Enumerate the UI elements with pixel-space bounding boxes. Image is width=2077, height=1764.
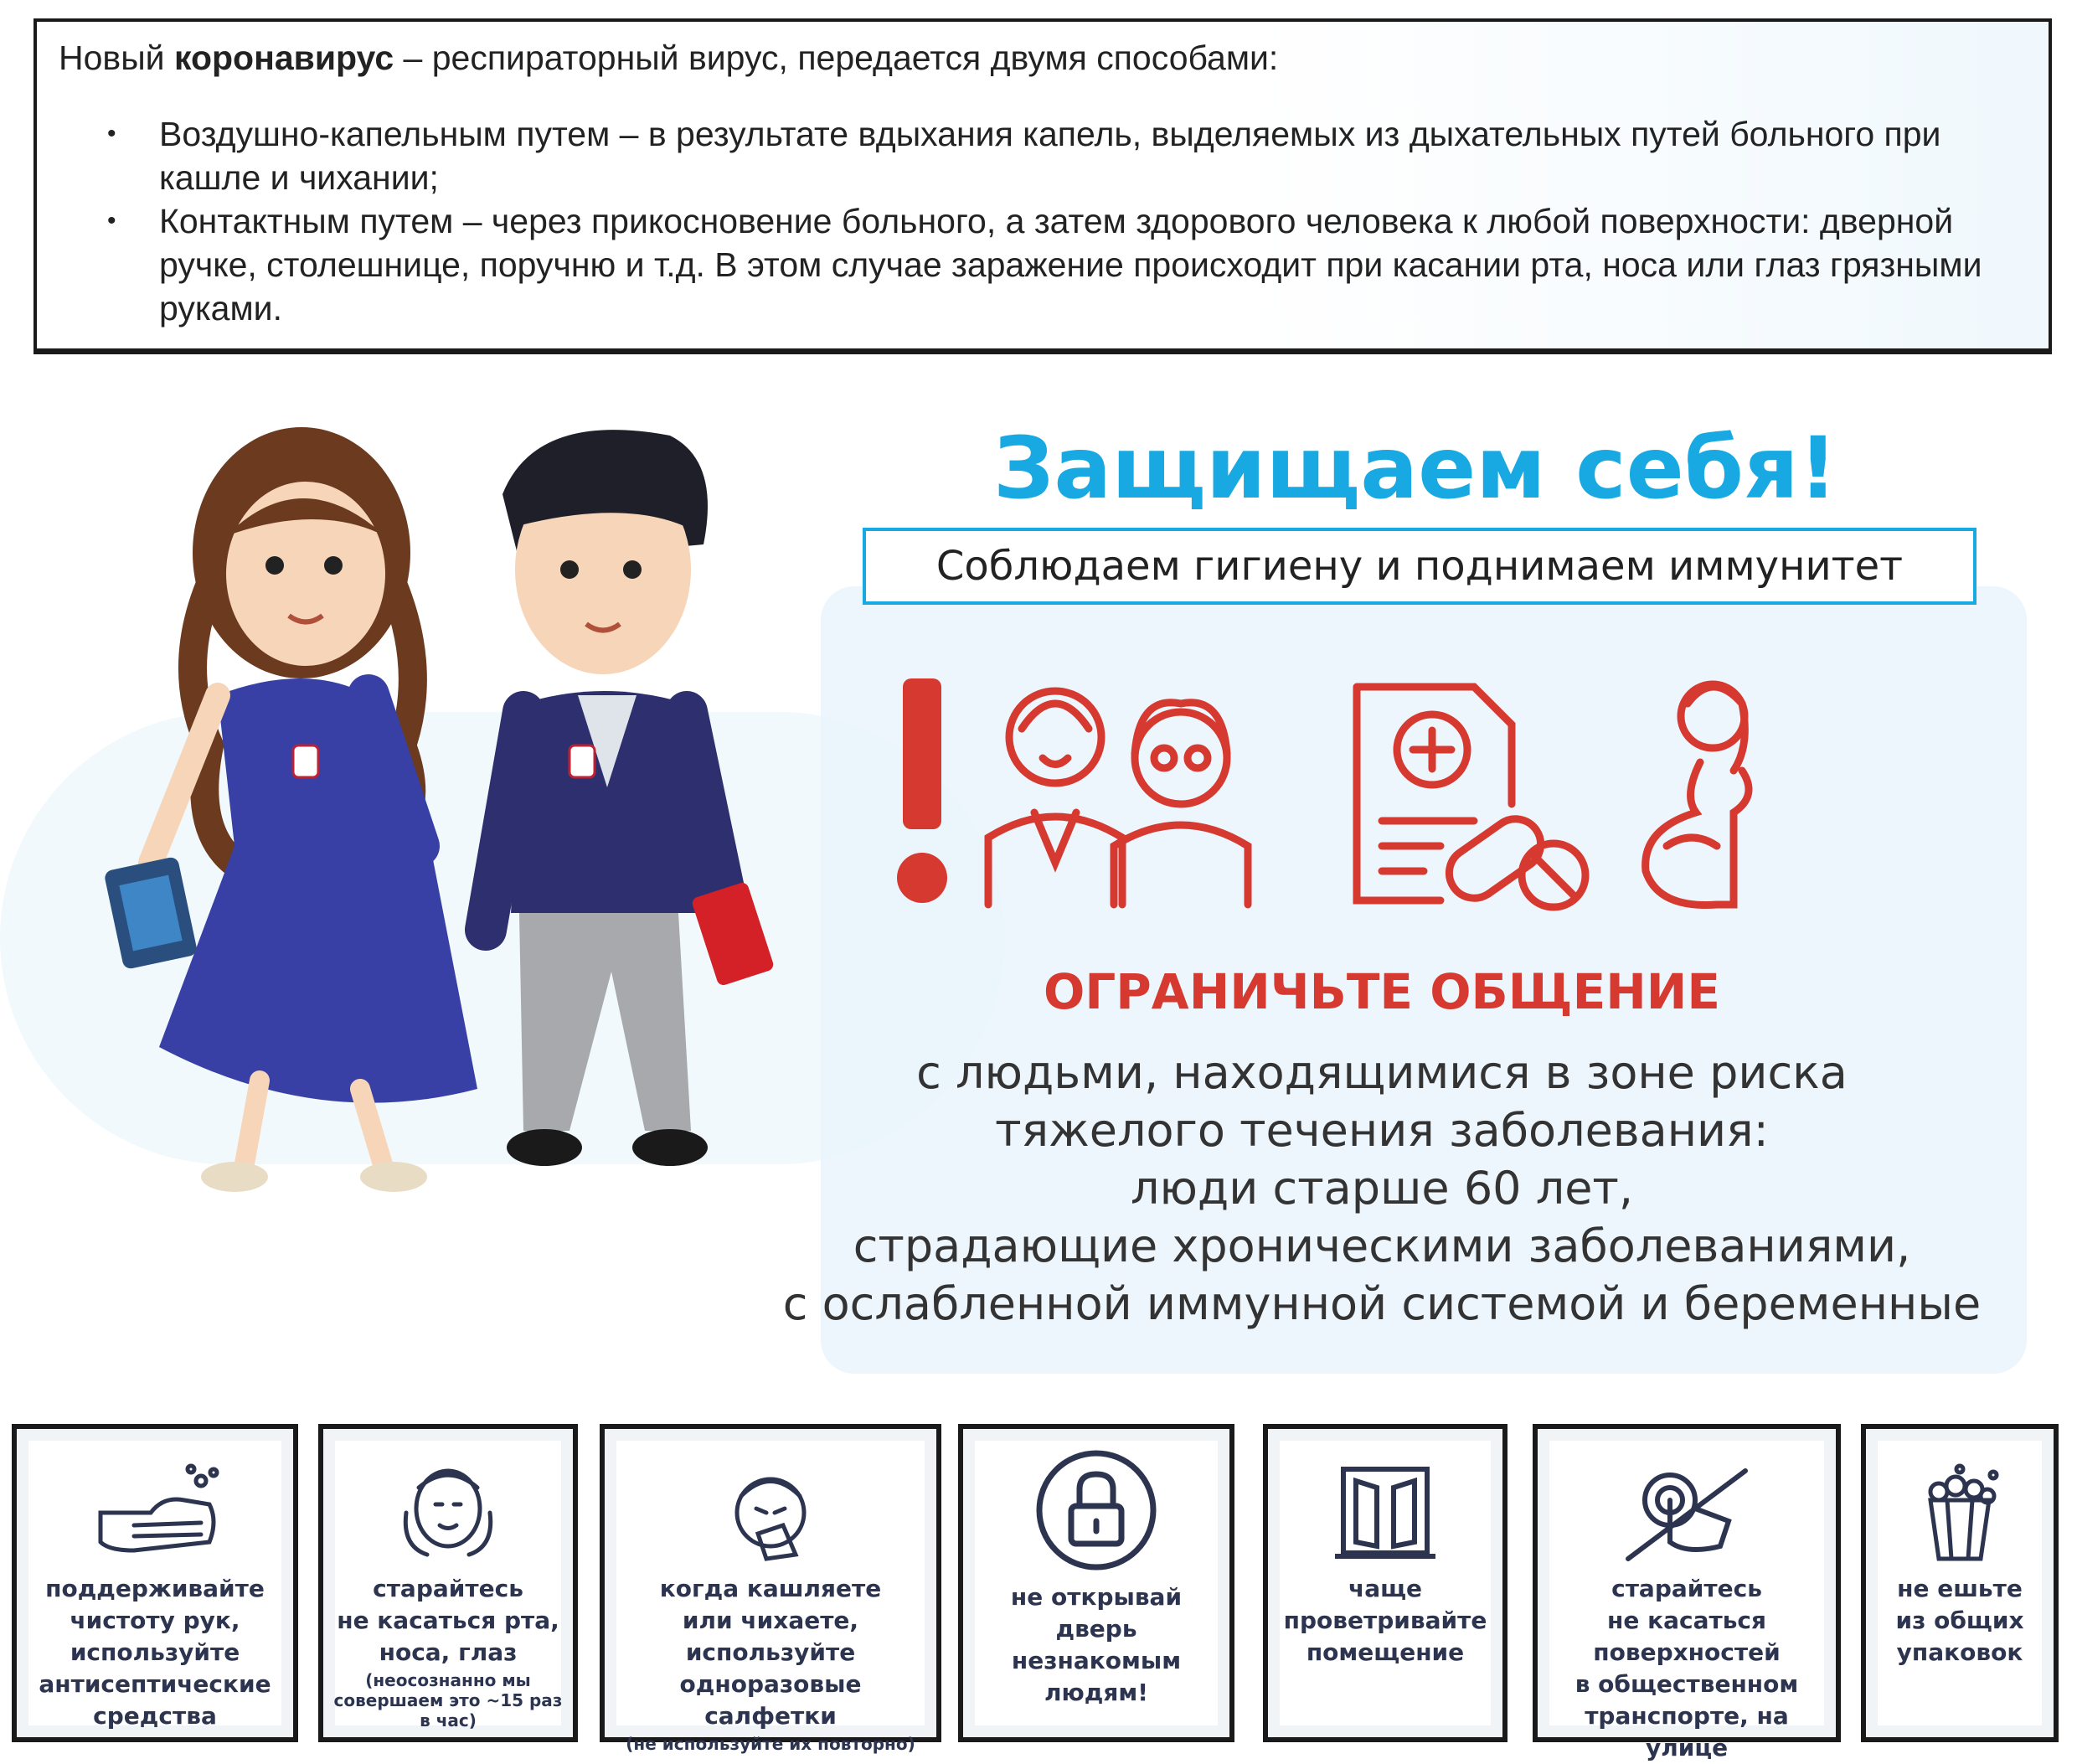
- tip-line: помещение: [1306, 1638, 1465, 1666]
- tip-card-hand-washing: [12, 1424, 298, 1742]
- warning-line: люди старше 60 лет,: [1130, 1162, 1634, 1215]
- tip-line: не ешьте: [1897, 1575, 2023, 1602]
- tip-line: одноразовые салфетки: [679, 1670, 862, 1730]
- hand-washing-icon: [84, 1462, 226, 1563]
- tip-line: старайтесь: [1611, 1575, 1762, 1602]
- tip-card-face-touch: [318, 1424, 578, 1742]
- tip-line: чистоту рук,: [70, 1607, 240, 1634]
- tip-card-popcorn: [1861, 1424, 2059, 1742]
- warning-heading: ОГРАНИЧЬТЕ ОБЩЕНИЕ: [1044, 963, 1720, 1020]
- info-box: [34, 18, 2052, 352]
- list-item: • Воздушно-капельным путем – в результате вдыхания капель, выделяемых из дыхательных путей больного при кашле и чихании;: [95, 112, 2013, 199]
- face-touch-icon: [394, 1462, 502, 1563]
- intro-prefix: Новый: [59, 39, 174, 77]
- tip-line: людям!: [1044, 1679, 1148, 1706]
- transmission-list: [95, 112, 2013, 330]
- tip-line: поверхностей: [1593, 1638, 1781, 1666]
- poster-title: Защищаем себя!: [992, 419, 1838, 518]
- exclamation-icon: [897, 678, 947, 903]
- poster: [0, 394, 2077, 1382]
- list-item: • Контактным путем – через прикосновение больного, а затем здорового человека к любой поверхности: дверной ручке, столешнице, поручню и т.д. В этом случае заражение происходит при касании рта, носа или глаз грязными руками.: [95, 199, 2013, 330]
- warning-line: страдающие хроническими заболеваниями,: [853, 1220, 1911, 1272]
- tip-line: в общественном: [1574, 1670, 1799, 1698]
- elderly-couple-icon: [988, 691, 1248, 905]
- children-illustration: [67, 394, 804, 1198]
- tip-line: чаще: [1348, 1575, 1423, 1602]
- info-intro: [59, 39, 1278, 78]
- tip-card-no-touch: [1533, 1424, 1841, 1761]
- tip-line: проветривайте: [1283, 1607, 1487, 1634]
- sneezing-person-icon: [716, 1462, 825, 1563]
- tip-line: не касаться: [1607, 1607, 1766, 1634]
- tip-card-lock: [958, 1424, 1234, 1742]
- medical-document-pills-icon: [1357, 687, 1585, 908]
- tip-line: средства: [93, 1702, 217, 1730]
- tip-line: антисептические: [39, 1670, 271, 1698]
- intro-bold: коронавирус: [173, 39, 394, 77]
- tip-line: из общих: [1895, 1607, 2024, 1634]
- tip-line: носа, глаз: [379, 1638, 518, 1666]
- tip-note: (неосознанно мы совершаем это ~15 раз в час): [333, 1670, 563, 1730]
- tip-line: используйте: [70, 1638, 240, 1666]
- tip-line: упаковок: [1896, 1638, 2023, 1666]
- intro-suffix: – респираторный вирус, передается двумя способами:: [394, 39, 1279, 77]
- warning-line: с людьми, находящимися в зоне риска: [916, 1046, 1848, 1099]
- tip-line: поддерживайте: [45, 1575, 265, 1602]
- tip-line: используйте: [685, 1638, 856, 1666]
- window-icon: [1335, 1462, 1435, 1563]
- tip-note: (не используйте их повторно): [626, 1734, 915, 1754]
- tip-line: незнакомым: [1011, 1647, 1182, 1674]
- tip-line: старайтесь: [373, 1575, 523, 1602]
- tip-line: когда кашляете: [659, 1575, 882, 1602]
- poster-subtitle: Соблюдаем гигиену и поднимаем иммунитет: [863, 528, 1976, 605]
- tip-line: транспорте, на улице: [1585, 1702, 1789, 1761]
- pregnant-woman-icon: [1646, 684, 1749, 905]
- warning-line: с ослабленной иммунной системой и беременные: [782, 1277, 1982, 1330]
- lock-icon: [1033, 1447, 1159, 1573]
- warning-body: [720, 1044, 2044, 1333]
- popcorn-icon: [1914, 1462, 2006, 1563]
- tip-line: дверь: [1055, 1615, 1137, 1643]
- tip-line: не открывай: [1010, 1583, 1183, 1611]
- tip-line: не касаться рта,: [337, 1607, 559, 1634]
- tip-line: или чихаете,: [682, 1607, 859, 1634]
- girl-figure: [104, 427, 477, 1192]
- risk-group-icons: [888, 678, 1809, 913]
- no-touch-icon: [1620, 1462, 1754, 1563]
- warning-line: тяжелого течения заболевания:: [995, 1104, 1769, 1157]
- tip-card-sneezing: [600, 1424, 941, 1754]
- tip-card-window: [1263, 1424, 1508, 1742]
